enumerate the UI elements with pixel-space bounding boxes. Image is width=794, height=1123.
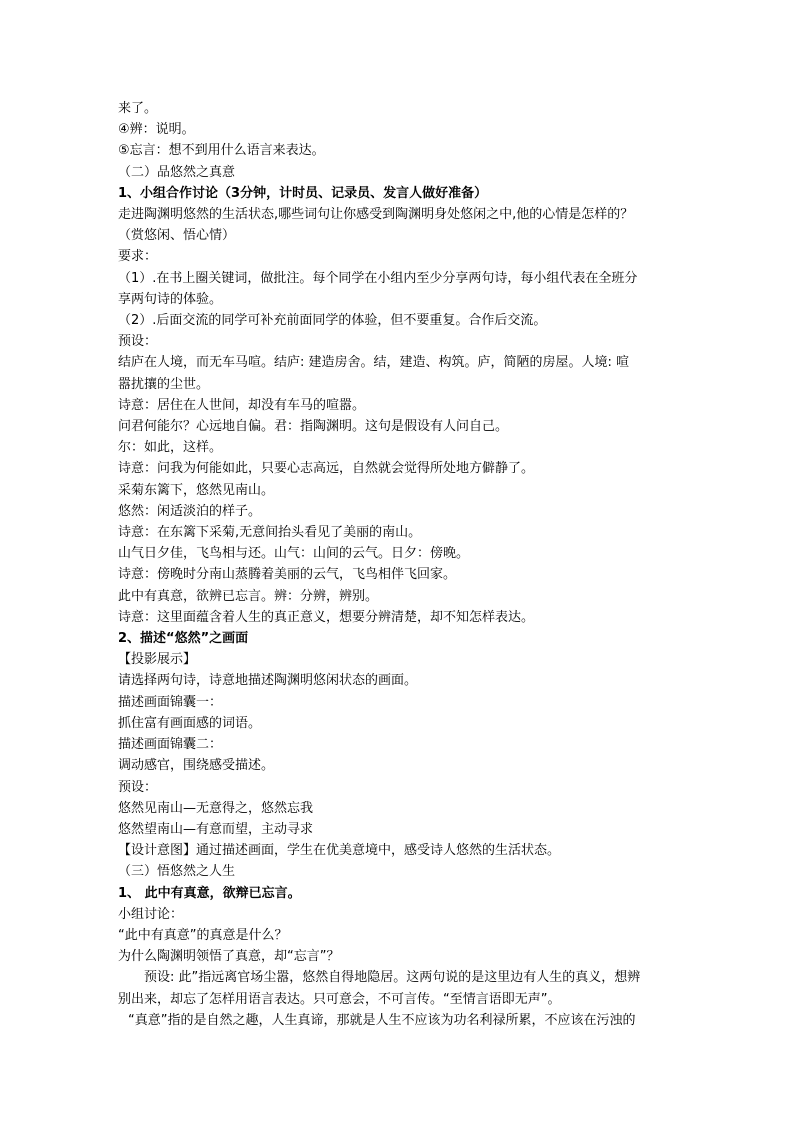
subsection-heading: 1、 此中有真意，欲辩已忘言。 <box>118 885 301 901</box>
text-line: 走进陶渊明悠然的生活状态,哪些词句让你感受到陶渊明身处悠闲之中,他的心情是怎样的？ <box>118 207 634 223</box>
text-line: 诗意：居住在人世间，却没有车马的喧嚣。 <box>118 397 366 413</box>
section-heading: （三）悟悠然之人生 <box>118 864 236 880</box>
text-line: 问君何能尔？心远地自偏。君：指陶渊明。这句是假设有人问自己。 <box>118 419 509 435</box>
text-line: 小组讨论： <box>118 906 184 922</box>
text-line: （赏悠闲、悟心情） <box>118 228 236 244</box>
text-line: 来了。 <box>118 101 158 116</box>
subsection-heading: 2、描述“悠然”之画面 <box>118 631 249 647</box>
text-line: 享两句诗的体验。 <box>118 291 223 307</box>
text-line: 描述画面锦囊一： <box>118 694 223 710</box>
text-line: 嚣扰攘的尘世。 <box>118 376 210 392</box>
text-line: 调动感官，围绕感受描述。 <box>118 758 275 774</box>
text-line: 诗意：在东篱下采菊,无意间抬头看见了美丽的南山。 <box>118 525 422 541</box>
text-line: “真意”指的是自然之趣，人生真谛，那就是人生不应该为功名利禄所累，不应该在污浊的 <box>128 1012 636 1028</box>
text-line: 【设计意图】通过描述画面，学生在优美意境中，感受诗人悠然的生活状态。 <box>118 843 561 859</box>
text-line: 预设: 此”指远离官场尘嚣，悠然自得地隐居。这两句说的是这里边有人生的真义，想辨 <box>144 970 641 986</box>
text-line: 悠然望南山—有意而望，主动寻求 <box>118 821 314 837</box>
text-line: 别出来，却忘了怎样用语言表达。只可意会，不可言传。“至情言语即无声”。 <box>118 991 561 1007</box>
text-line: 描述画面锦囊二： <box>118 737 223 753</box>
text-line: 此中有真意，欲辨已忘言。辨：分辨，辨别。 <box>118 588 379 604</box>
text-line: 诗意：傍晚时分南山蒸腾着美丽的云气，飞鸟相伴飞回家。 <box>118 567 457 583</box>
text-line: 预设： <box>118 779 158 795</box>
text-line: 【投影展示】 <box>118 652 197 668</box>
subsection-heading: 1、小组合作讨论（3分钟，计时员、记录员、发言人做好准备） <box>118 185 488 201</box>
text-line: （1）.在书上圈关键词，做批注。每个同学在小组内至少分享两句诗，每小组代表在全班分 <box>118 270 638 286</box>
text-line: 山气日夕佳，飞鸟相与还。山气：山间的云气。日夕：傍晚。 <box>118 546 470 562</box>
text-line: ⑤忘言：想不到用什么语言来表达。 <box>118 143 325 159</box>
text-line: “此中有真意”的真意是什么？ <box>118 927 288 943</box>
text-line: 抓住富有画面感的词语。 <box>118 715 262 731</box>
text-line: （2）.后面交流的同学可补充前面同学的体验，但不要重复。合作后交流。 <box>118 313 547 329</box>
text-line: 悠然：闲适淡泊的样子。 <box>118 503 262 519</box>
text-line: 诗意：这里面蕴含着人生的真正意义，想要分辨清楚，却不知怎样表达。 <box>118 609 535 625</box>
document-body <box>118 98 684 1031</box>
text-line: 要求： <box>118 249 158 265</box>
text-line: 预设： <box>118 334 158 350</box>
text-line: 诗意：问我为何能如此，只要心志高远，自然就会觉得所处地方僻静了。 <box>118 461 535 477</box>
text-line: ④辨：说明。 <box>118 122 195 138</box>
text-line: 尔：如此，这样。 <box>118 440 223 456</box>
text-line: 结庐在人境，而无车马喧。结庐: 建造房舍。结，建造、构筑。庐，简陋的房屋。人境: 喧 <box>118 355 630 371</box>
text-line: 悠然见南山—无意得之，悠然忘我 <box>118 800 314 816</box>
text-line: 为什么陶渊明领悟了真意，却“忘言”？ <box>118 949 340 965</box>
text-line: 采菊东篱下，悠然见南山。 <box>118 482 275 498</box>
text-line: 请选择两句诗，诗意地描述陶渊明悠闲状态的画面。 <box>118 673 418 689</box>
section-heading: （二）品悠然之真意 <box>118 164 236 180</box>
